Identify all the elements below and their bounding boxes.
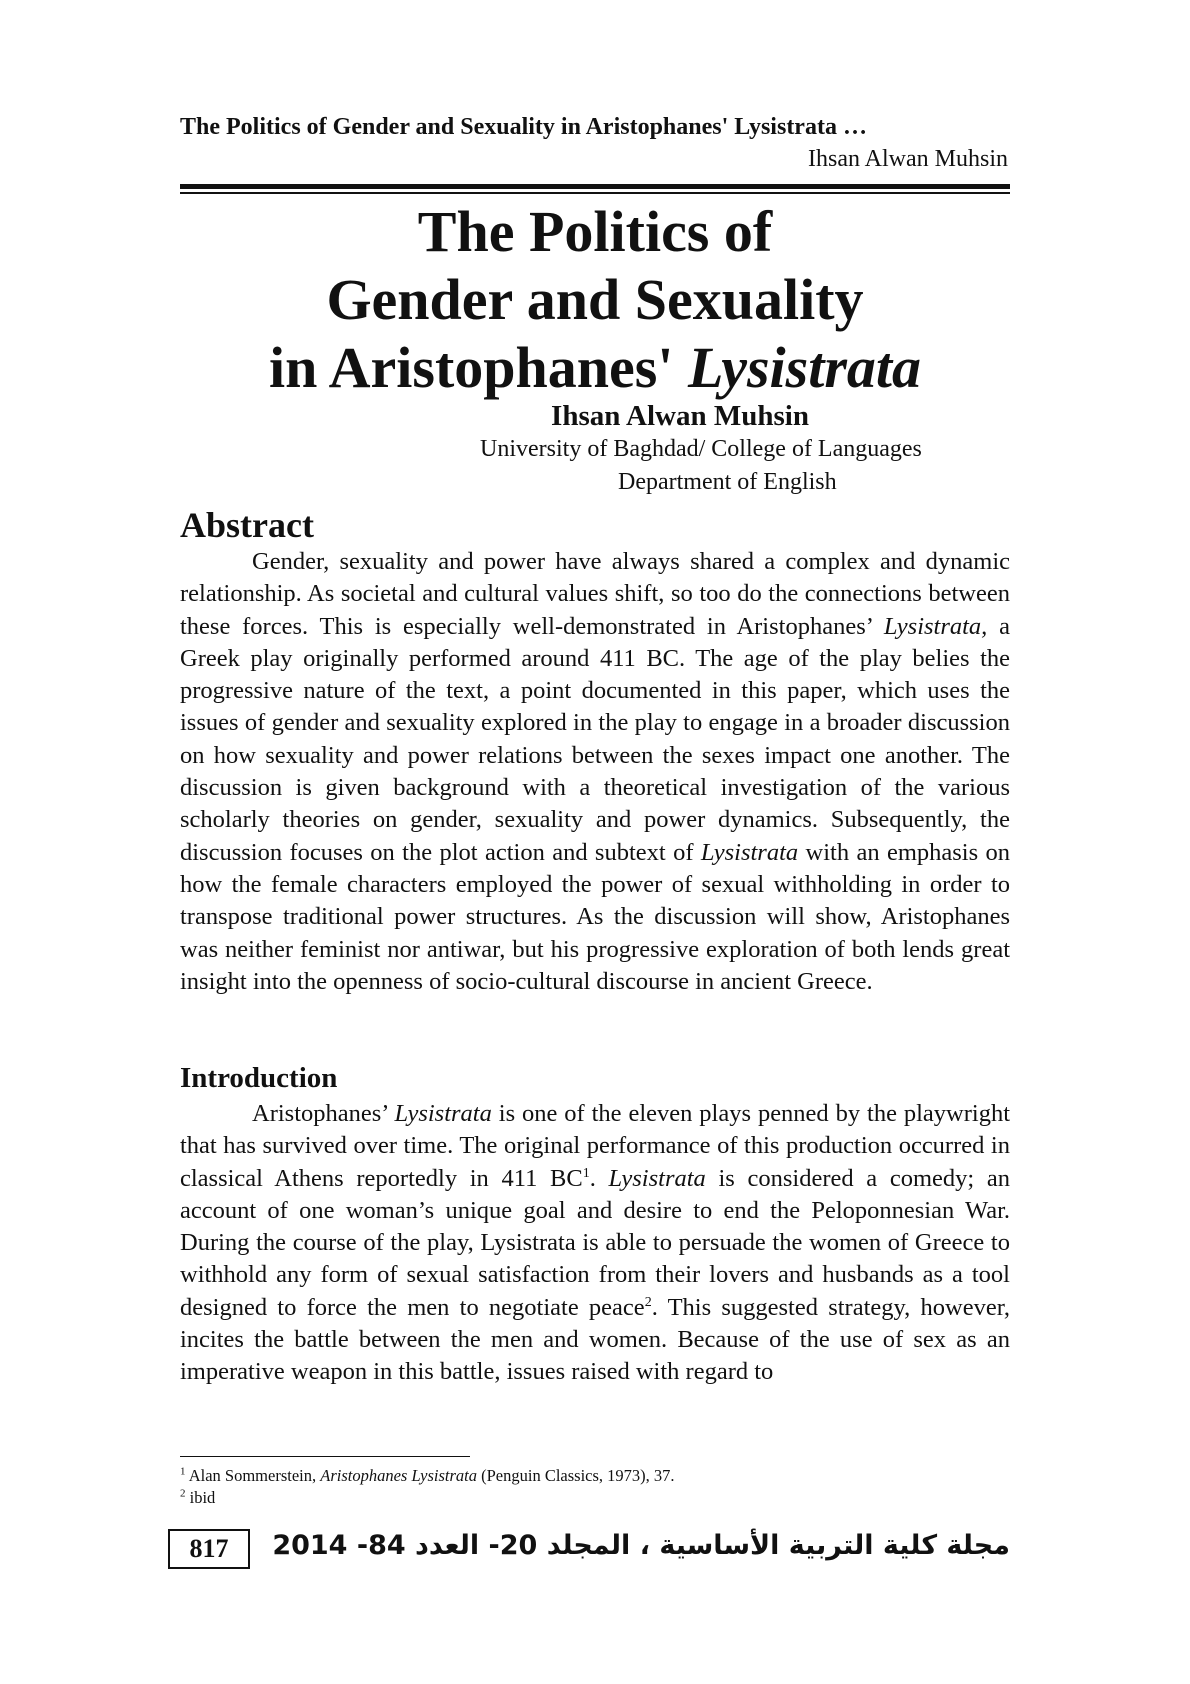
footnote-1-tail: (Penguin Classics, 1973), 37. — [476, 1466, 675, 1485]
running-header-title: The Politics of Gender and Sexuality in Aristophanes' Lysistrata … — [180, 114, 867, 140]
intro-text-4: is considered a comedy; an account of one woman’s unique goal and desire to end the Peloponnesian War. During the course of the play, Lysistrata is able to persuade the women of Greece to withhold any form of sexual satisfaction from their lovers and husbands as a tool designed to force the men to negotiate peace — [180, 1164, 1011, 1321]
footnote-separator — [180, 1456, 470, 1457]
title-line-1: The Politics of — [417, 199, 773, 264]
intro-text-1: Aristophanes’ — [252, 1100, 395, 1127]
page-number: 817 — [168, 1529, 250, 1569]
author-affiliation-department: Department of English — [618, 469, 837, 495]
footnote-ref-1: 1 — [582, 1165, 590, 1181]
footnote-2-text: ibid — [185, 1488, 216, 1507]
abstract-paragraph — [180, 546, 1010, 998]
abstract-heading: Abstract — [180, 505, 314, 545]
author-name: Ihsan Alwan Muhsin — [551, 400, 809, 432]
intro-italic-1: Lysistrata — [394, 1100, 492, 1127]
abstract-text-3: with an emphasis on how the female characters employed the power of sexual withholding in order to transpose traditional power structures. As the discussion will show, Aristophanes was neither feminist nor antiwar, but his progressive exploration of both lends great insight into the openness of socio-cultural discourse in ancient Greece. — [180, 838, 1010, 995]
abstract-italic-1: Lysistrata, — [883, 612, 988, 640]
footnote-1-italic: Aristophanes Lysistrata — [320, 1466, 477, 1485]
introduction-paragraph — [180, 1098, 1010, 1389]
author-affiliation-university: University of Baghdad/ College of Languages — [480, 436, 922, 462]
intro-text-2: is one of the eleven plays penned by the playwright that has survived over time. The original performance of this production occurred in classical Athens reportedly in 411 BC — [180, 1100, 1011, 1192]
title-line-3-text: in Aristophanes' — [268, 335, 688, 400]
footnote-2 — [180, 1488, 215, 1508]
intro-italic-2: Lysistrata — [608, 1164, 706, 1192]
footnote-1 — [180, 1466, 675, 1486]
title-line-2: Gender and Sexuality — [326, 267, 864, 332]
intro-text-3: . — [589, 1164, 609, 1192]
footnote-ref-2: 2 — [644, 1294, 652, 1310]
footnote-1-text: Alan Sommerstein, — [185, 1466, 321, 1485]
paper-title — [180, 198, 1010, 402]
abstract-italic-2: Lysistrata — [700, 838, 799, 866]
journal-citation: مجلة كلية التربية الأساسية ، المجلد 20- العدد 84- 2014 — [272, 1530, 1010, 1561]
footnote-2-mark: 2 — [180, 1487, 186, 1500]
footnote-1-mark: 1 — [180, 1465, 186, 1478]
running-header-author: Ihsan Alwan Muhsin — [808, 146, 1008, 172]
abstract-text-1: Gender, sexuality and power have always shared a complex and dynamic relationship. As societal and cultural values shift, so too do the connections between these forces. This is especially well-demonstrated in Aristophanes’ — [180, 548, 1010, 640]
title-line-3 — [180, 334, 1010, 402]
introduction-heading: Introduction — [180, 1062, 338, 1094]
header-rule-thin — [180, 192, 1010, 194]
intro-text-5: . This suggested strategy, however, incites the battle between the men and women. Because of the use of sex as an imperative weapon in this battle, issues raised with regard to — [180, 1293, 1010, 1386]
title-play-name: Lysistrata — [687, 335, 922, 400]
abstract-text-2: a Greek play originally performed around 411 BC. The age of the play belies the progressive nature of the text, a point documented in this paper, which uses the issues of gender and sexuality explored in the play to engage in a broader discussion on how sexuality and power relations between the sexes impact one another. The discussion is given background with a theoretical investigation of the various scholarly theories on gender, sexuality and power dynamics. Subsequently, the discussion focuses on the plot action and subtext of — [180, 612, 1010, 866]
header-rule-thick — [180, 184, 1010, 189]
